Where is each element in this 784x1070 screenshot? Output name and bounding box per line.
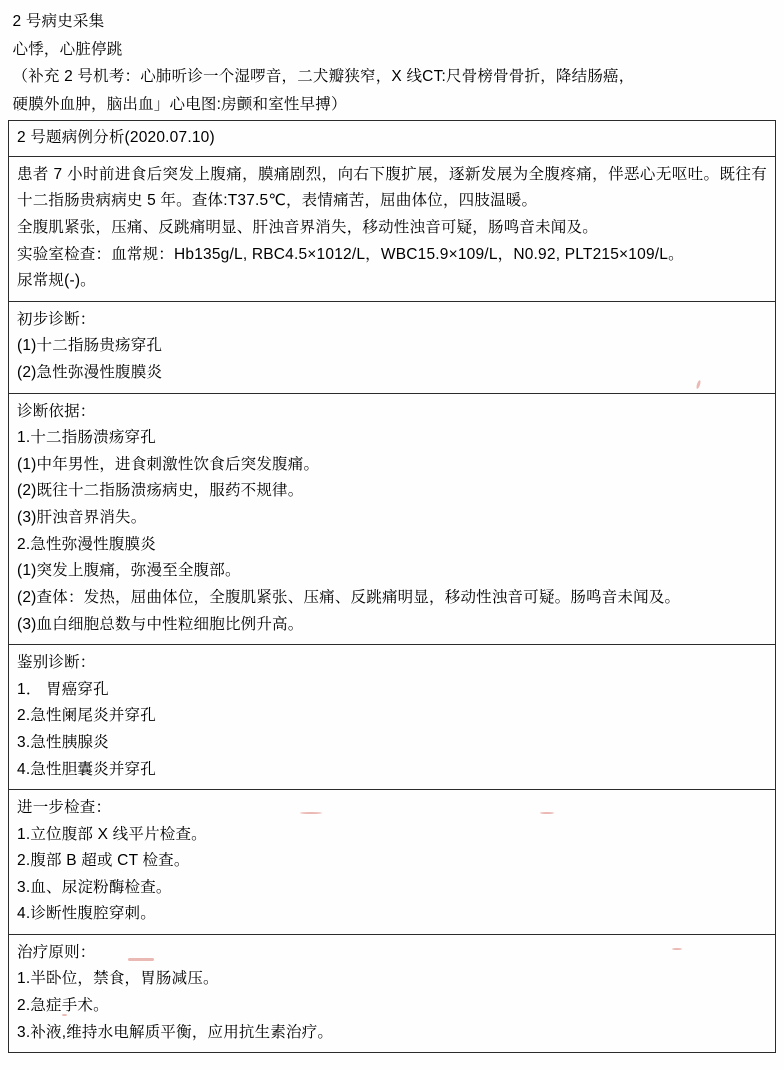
section-line: 3.补液,维持水电解质平衡，应用抗生素治疗。 (17, 1023, 334, 1041)
section-row-differential-diagnosis (9, 645, 776, 790)
section-line: 2.急性弥漫性腹膜炎 (17, 535, 156, 553)
section-row-preliminary-diagnosis (9, 301, 776, 393)
section-line: 1． 胃癌穿孔 (17, 680, 109, 698)
section-line: (2)既往十二指肠溃疡病史，服药不规律。 (17, 482, 304, 500)
header-line-2: 心悸，心脏停跳 (12, 40, 123, 58)
section-line: 1.立位腹部 X 线平片检查。 (17, 825, 207, 843)
section-row-further-examination (9, 790, 776, 935)
section-row-treatment-principles (9, 935, 776, 1053)
section-line: 3.急性胰腺炎 (17, 733, 109, 751)
case-body-line: 尿常规(-)。 (17, 272, 96, 290)
header-line-4: 硬膜外血肿，脑出血」心电图:房颤和室性早搏） (12, 95, 347, 113)
section-line: (3)肝浊音界消失。 (17, 508, 147, 526)
section-line: (3)血白细胞总数与中性粒细胞比例升高。 (17, 615, 304, 633)
case-analysis-table (8, 6, 776, 1053)
section-line: (2)急性弥漫性腹膜炎 (17, 363, 163, 381)
section-heading: 初步诊断： (17, 310, 96, 328)
case-body-line: 全腹肌紧张，压痛、反跳痛明显、肝浊音界消失，移动性浊音可疑，肠鸣音未闻及。 (17, 218, 598, 236)
case-body-row (9, 156, 776, 301)
section-heading: 鉴别诊断： (17, 654, 96, 672)
section-line: (1)中年男性，进食刺激性饮食后突发腹痛。 (17, 455, 320, 473)
section-line: 4.急性胆囊炎并穿孔 (17, 760, 156, 778)
section-line: 3.血、尿淀粉酶检查。 (17, 878, 172, 896)
case-title-row (9, 121, 776, 156)
section-line: 1.十二指肠溃疡穿孔 (17, 428, 156, 446)
header-row (9, 6, 776, 121)
section-heading: 治疗原则： (17, 944, 96, 962)
section-line: (2)查体：发热，屈曲体位，全腹肌紧张、压痛、反跳痛明显，移动性浊音可疑。肠鸣音未闻及。 (17, 588, 681, 606)
section-line: (1)十二指肠贵疡穿孔 (17, 337, 163, 355)
case-body-line: 患者 7 小时前进食后突发上腹痛，膜痛剧烈，向右下腹扩展，逐新发展为全腹疼痛，伴恶心无呕吐。既往有十二指肠贵病病史 5 年。查体:T37.5℃，表情痛苦，屈曲体位，四肢温暖。 (17, 165, 767, 210)
section-line: (1)突发上腹痛，弥漫至全腹部。 (17, 562, 241, 580)
section-line: 2.急性阑尾炎并穿孔 (17, 707, 156, 725)
section-heading: 诊断依据： (17, 402, 96, 420)
section-heading: 进一步检查： (17, 799, 112, 817)
header-line-3: （补充 2 号机考：心肺听诊一个湿啰音，二犬瓣狭窄，X 线CT:尺骨榜骨骨折，降结肠癌， (12, 68, 635, 86)
header-line-1: 2 号病史采集 (12, 13, 105, 30)
case-title: 2 号题病例分析(2020.07.10) (17, 129, 215, 147)
section-line: 4.诊断性腹腔穿刺。 (17, 905, 156, 923)
section-line: 2.腹部 B 超或 CT 检查。 (17, 852, 190, 870)
case-body-line: 实验室检查：血常规：Hb135g/L, RBC4.5×1012/L，WBC15.9×109/L，N0.92, PLT215×109/L。 (17, 245, 684, 263)
section-row-diagnostic-basis (9, 393, 776, 645)
section-line: 1.半卧位，禁食，胃肠减压。 (17, 970, 219, 988)
section-line: 2.急症手术。 (17, 997, 109, 1015)
